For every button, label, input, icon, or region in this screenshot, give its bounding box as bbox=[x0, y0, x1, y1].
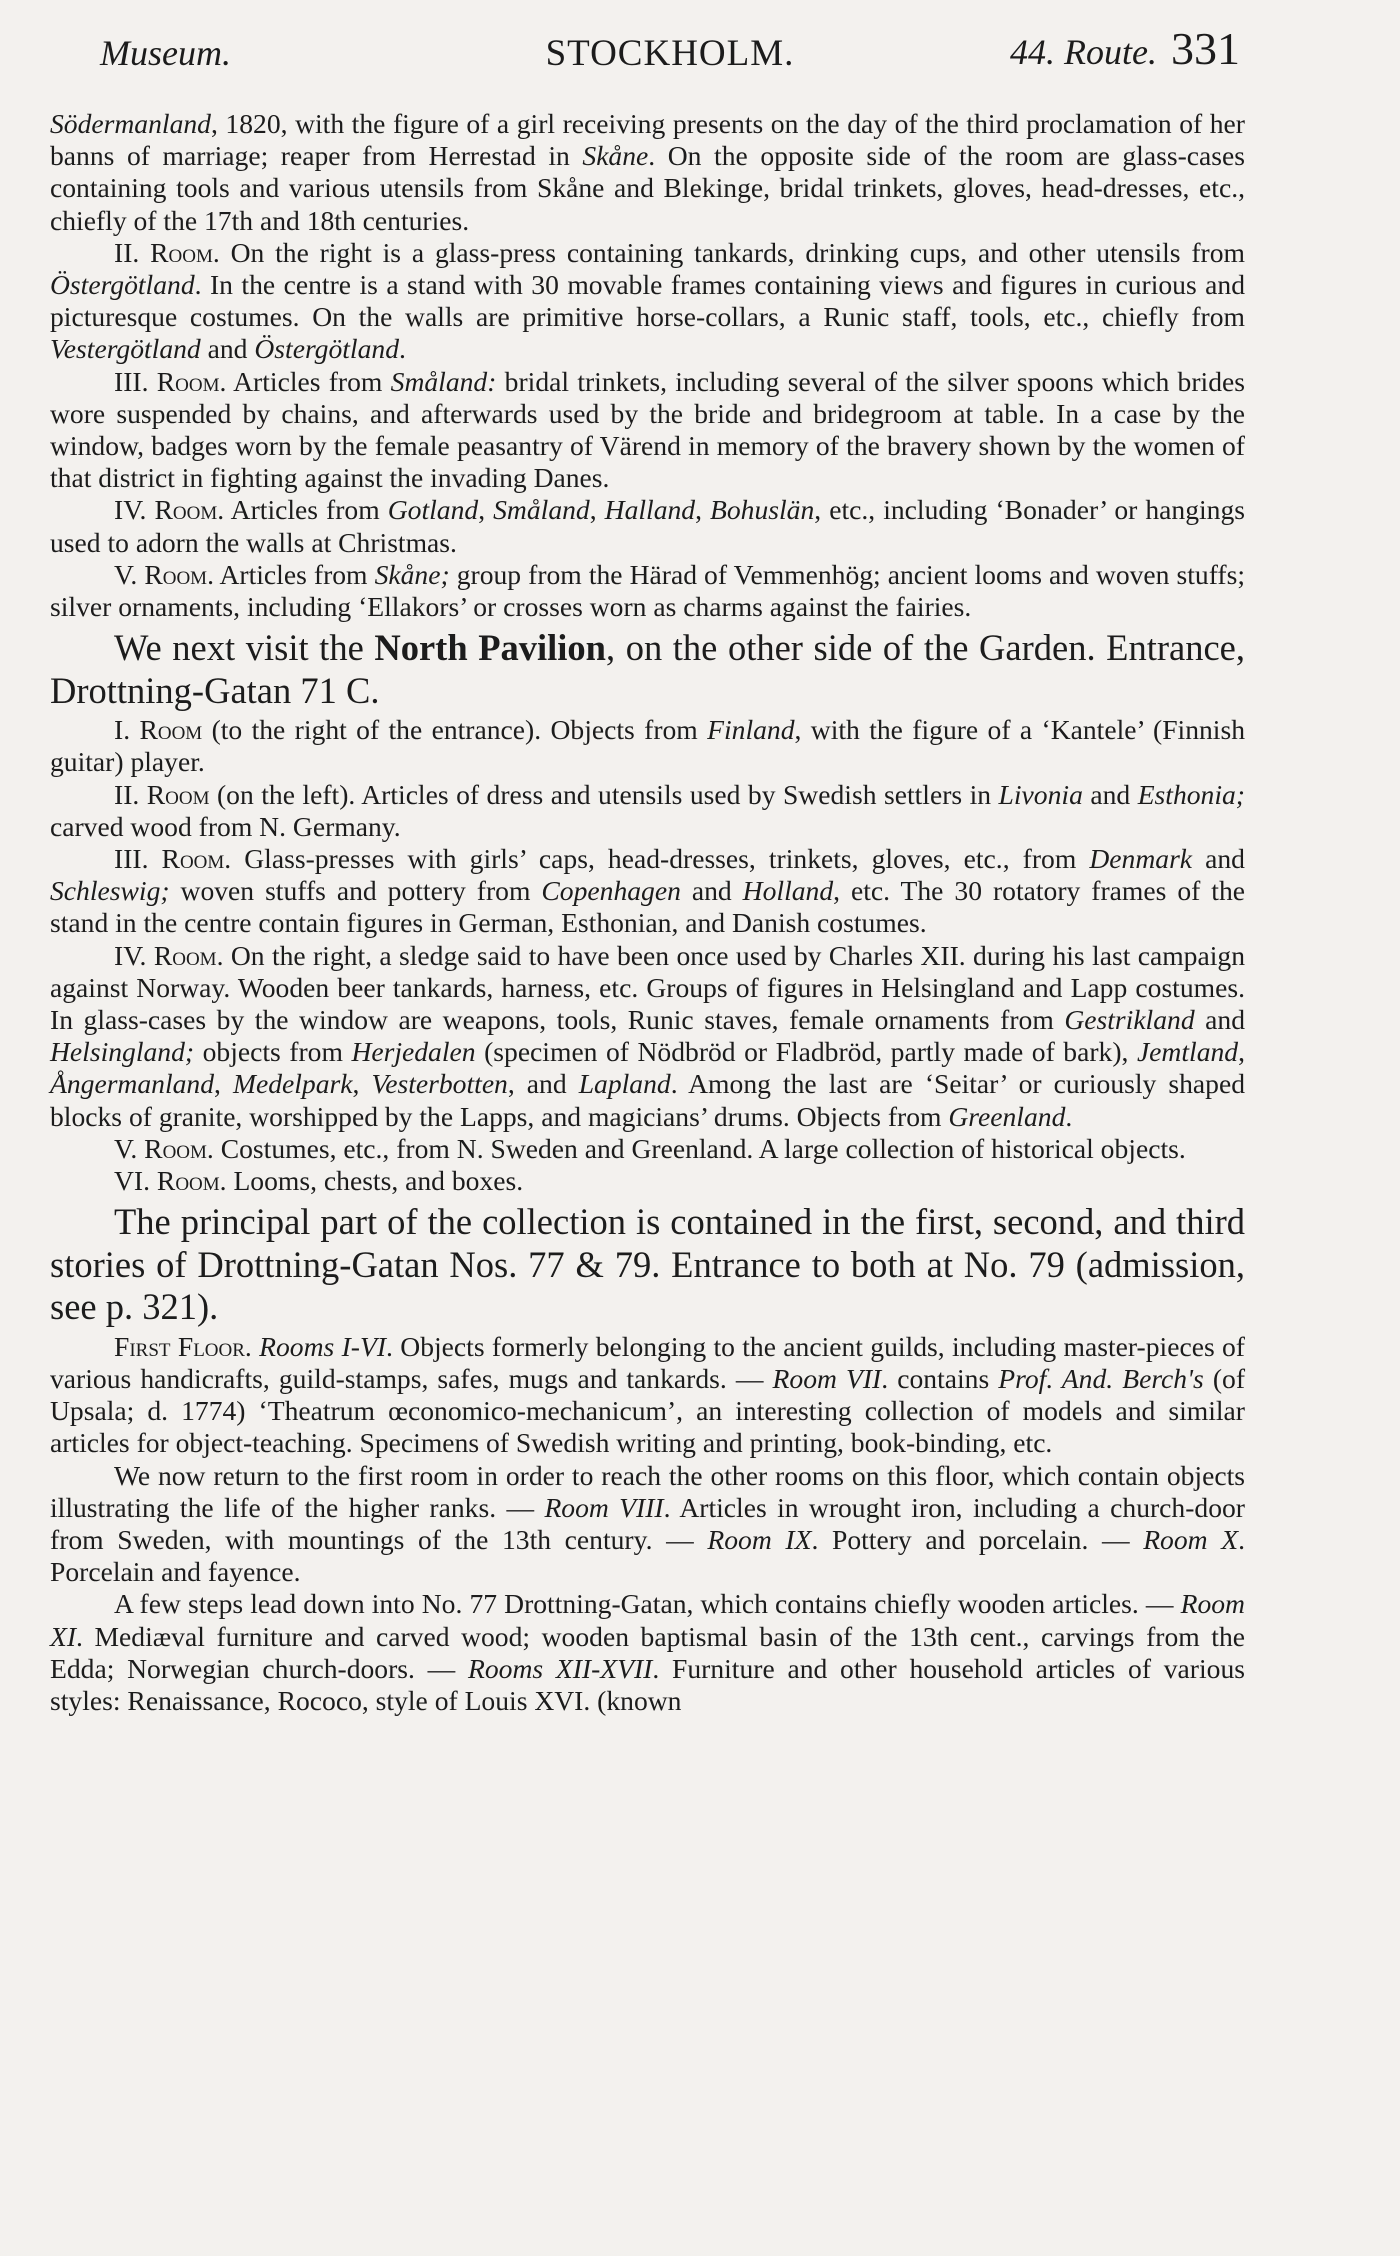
text-run: . Articles in wrought iron, including a church-door from Sweden, with mountings of the 13th century. — bbox=[50, 1491, 1245, 1556]
text-run: and bbox=[1192, 843, 1245, 875]
italic-text: Esthonia; bbox=[1137, 778, 1245, 810]
text-run: , bbox=[478, 494, 494, 526]
page-body bbox=[50, 108, 1245, 1717]
text-run: We next visit the bbox=[114, 627, 375, 669]
paragraph-1 bbox=[50, 108, 1245, 237]
text-run: . Objects formerly belonging to the ancient guilds, including master-pieces of various handicrafts, guild-stamps, safes, mugs and tankards. — bbox=[50, 1330, 1245, 1394]
text-run: and bbox=[200, 333, 255, 365]
italic-text: Gotland bbox=[387, 494, 479, 526]
smallcaps-label: I. Room bbox=[114, 714, 203, 746]
paragraph-14 bbox=[50, 1331, 1245, 1460]
smallcaps-label: IV. Room bbox=[114, 494, 218, 526]
header-right bbox=[1010, 22, 1240, 75]
italic-text: Östergötland bbox=[50, 269, 195, 301]
text-run: . On the right, a sledge said to have been once used by Charles XII. during his last campaign against Norway. Wooden beer tankards, harness, etc. Groups of figures in Helsingland and Lapp costumes. In glass-cases by the window are weapons, tools, Runic staves, female ornaments from bbox=[50, 939, 1245, 1036]
italic-text: Denmark bbox=[1089, 843, 1193, 875]
text-run: , bbox=[214, 1068, 233, 1100]
italic-text: Bohuslän bbox=[710, 494, 815, 526]
italic-text: Skåne bbox=[582, 140, 649, 172]
smallcaps-label: VI. Room bbox=[114, 1165, 220, 1197]
text-run: . Costumes, etc., from N. Sweden and Greenland. A large collection of historical objects. bbox=[206, 1132, 1186, 1164]
text-run: . Furniture and other household articles of various styles: Renaissance, Rococo, style of Louis XVI. (known bbox=[50, 1652, 1245, 1717]
italic-text: Södermanland bbox=[50, 108, 211, 139]
text-run: group from the Härad of Vemmenhög; ancient looms and woven stuffs; silver ornaments, including ‘Ellakors’ or crosses worn as charms against the fairies. bbox=[50, 558, 1245, 623]
text-run: . Mediæval furniture and carved wood; wooden baptismal basin of the 13th cent., carvings from the Edda; Norwegian church-doors. — bbox=[50, 1620, 1245, 1684]
italic-text: Copenhagen bbox=[541, 875, 681, 907]
italic-text: Medelpark bbox=[232, 1068, 353, 1100]
paragraph-8 bbox=[50, 779, 1245, 843]
bold-text: North Pavilion bbox=[374, 627, 606, 669]
paragraph-10 bbox=[50, 940, 1245, 1133]
text-run: A few steps lead down into No. 77 Drottning-Gatan, which contains chiefly wooden articles. — bbox=[114, 1588, 1181, 1620]
text-run: . contains bbox=[881, 1363, 999, 1394]
smallcaps-label: First Floor bbox=[114, 1330, 245, 1362]
italic-text: Rooms XII-XVII bbox=[468, 1652, 653, 1684]
italic-text: Holland bbox=[742, 875, 834, 907]
italic-text: Gestrikland bbox=[1064, 1004, 1195, 1036]
italic-text: Helsingland; bbox=[50, 1036, 195, 1068]
italic-text: Lapland bbox=[578, 1068, 671, 1100]
text-run: . bbox=[399, 333, 406, 365]
text-run: . bbox=[1065, 1100, 1073, 1132]
text-run: woven stuffs and pottery from bbox=[169, 875, 542, 907]
italic-text: Room IX bbox=[707, 1524, 812, 1556]
paragraph-12 bbox=[50, 1165, 1245, 1197]
text-run: (to the right of the entrance). Objects from bbox=[202, 714, 708, 746]
paragraph-13 bbox=[50, 1201, 1245, 1329]
text-run: bridal trinkets, including several of the silver spoons which brides wore suspended by chains, and afterwards used by the bride and bridegroom at table. In a case by the window, badges worn by the female peasantry of Värend in memory of the bravery shown by the women of that district in fighting against the invading Danes. bbox=[50, 365, 1245, 494]
italic-text: Room VII bbox=[772, 1363, 882, 1394]
text-run: . On the opposite side of the room are glass-cases containing tools and various utensils from Skåne and Blekinge, bridal trinkets, gloves, head-dresses, etc., chiefly of the 17th and 18th centuries. bbox=[50, 140, 1245, 236]
text-run: , 1820, with the figure of a girl receiving presents on the day of the third proclamation of her banns of marriage; reaper from Herrestad in bbox=[50, 108, 1245, 172]
text-run: . bbox=[244, 1330, 260, 1362]
paragraph-2 bbox=[50, 237, 1245, 366]
text-run: , with the figure of a ‘Kantele’ (Finnish guitar) player. bbox=[50, 714, 1246, 778]
italic-text: Skåne; bbox=[374, 558, 450, 590]
italic-text: Herjedalen bbox=[351, 1036, 476, 1068]
smallcaps-label: V. Room bbox=[114, 558, 208, 590]
text-run: . In the centre is a stand with 30 movable frames containing views and figures in curious and picturesque costumes. On the walls are primitive horse-collars, a Runic staff, tools, etc., chiefly from bbox=[50, 269, 1245, 333]
paragraph-7 bbox=[50, 714, 1245, 778]
header-center: STOCKHOLM. bbox=[545, 33, 795, 74]
text-run: carved wood from N. Germany. bbox=[50, 810, 401, 842]
italic-text: Småland bbox=[493, 494, 590, 526]
running-header bbox=[100, 22, 1240, 82]
text-run: . Looms, chests, and boxes. bbox=[219, 1165, 524, 1197]
paragraph-11 bbox=[50, 1133, 1245, 1165]
italic-text: Vesterbotten bbox=[371, 1068, 508, 1100]
smallcaps-label: III. Room bbox=[114, 843, 225, 875]
italic-text: Småland: bbox=[390, 365, 497, 397]
header-left: Museum. bbox=[100, 33, 231, 73]
text-run: (specimen of Nödbröd or Fladbröd, partly made of bark), bbox=[475, 1036, 1137, 1068]
text-run: . Pottery and porcelain. — bbox=[811, 1524, 1144, 1556]
text-run: and bbox=[1082, 778, 1138, 810]
text-run: . Glass-presses with girls’ caps, head-dresses, trinkets, gloves, etc., from bbox=[224, 843, 1090, 875]
text-run: and bbox=[680, 875, 743, 907]
paragraph-4 bbox=[50, 494, 1245, 558]
text-run: . Among the last are ‘Seitar’ or curiously shaped blocks of granite, worshipped by the Lapps, and magicians’ drums. Objects from bbox=[50, 1068, 1245, 1132]
page-number: 331 bbox=[1171, 23, 1240, 74]
italic-text: Rooms I-VI bbox=[259, 1330, 387, 1362]
text-run: objects from bbox=[194, 1036, 352, 1068]
text-run: We now return to the first room in order to reach the other rooms on this floor, which contain objects illustrating the life of the higher ranks. — bbox=[50, 1459, 1245, 1523]
italic-text: Room XI bbox=[50, 1588, 1245, 1652]
italic-text: Room X bbox=[1143, 1524, 1239, 1556]
italic-text: Östergötland bbox=[254, 333, 399, 365]
text-run: , etc., including ‘Bonader’ or hangings used to adorn the walls at Christmas. bbox=[50, 494, 1246, 558]
paragraph-5 bbox=[50, 559, 1245, 623]
italic-text: Finland bbox=[707, 714, 795, 746]
italic-text: Jemtland bbox=[1136, 1036, 1239, 1068]
text-run: and bbox=[1194, 1004, 1245, 1036]
italic-text: Greenland bbox=[948, 1100, 1066, 1132]
text-run: , bbox=[695, 494, 711, 526]
paragraph-3 bbox=[50, 366, 1245, 495]
italic-text: Prof. And. Berch's bbox=[998, 1363, 1204, 1394]
italic-text: Halland bbox=[604, 494, 696, 526]
paragraph-16 bbox=[50, 1588, 1245, 1717]
text-run: , on the other side of the Garden. Entrance, Drottning-Gatan 71 C. bbox=[50, 627, 1245, 711]
text-run: The principal part of the collection is contained in the first, second, and third stories of Drottning-Gatan Nos. 77 & 79. Entrance to both at No. 79 (admission, see p. 321). bbox=[50, 1201, 1245, 1328]
paragraph-9 bbox=[50, 843, 1245, 940]
header-route: 44. Route. bbox=[1010, 32, 1157, 72]
smallcaps-label: V. Room bbox=[114, 1132, 207, 1164]
text-run: , bbox=[352, 1068, 372, 1100]
italic-text: Schleswig; bbox=[50, 875, 170, 907]
text-run: , etc. The 30 rotatory frames of the stand in the centre contain figures in German, Esthonian, and Danish costumes. bbox=[50, 875, 1245, 939]
paragraph-6 bbox=[50, 627, 1245, 712]
text-run: (of Upsala; d. 1774) ‘Theatrum œconomico-mechanicum’, an interesting collection of models and similar articles for object-teaching. Specimens of Swedish writing and printing, book-binding, etc. bbox=[50, 1363, 1246, 1459]
smallcaps-label: II. Room bbox=[114, 236, 213, 268]
italic-text: Livonia bbox=[998, 778, 1083, 810]
text-run: , bbox=[1238, 1036, 1245, 1068]
text-run: (on the left). Articles of dress and utensils used by Swedish settlers in bbox=[209, 778, 999, 810]
text-run: . Articles from bbox=[217, 494, 388, 526]
text-run: . Articles from bbox=[207, 558, 375, 590]
italic-text: Vestergötland bbox=[50, 333, 201, 365]
italic-text: Room VIII bbox=[544, 1491, 664, 1523]
smallcaps-label: III. Room bbox=[114, 365, 220, 397]
smallcaps-label: IV. Room bbox=[114, 939, 217, 971]
italic-text: Ångermanland bbox=[50, 1068, 215, 1100]
text-run: , and bbox=[507, 1068, 579, 1100]
paragraph-15 bbox=[50, 1460, 1245, 1589]
text-run: . On the right is a glass-press containing tankards, drinking cups, and other utensils from bbox=[212, 236, 1245, 268]
text-run: . Articles from bbox=[219, 365, 391, 397]
text-run: , bbox=[589, 494, 605, 526]
text-run: . Porcelain and fayence. bbox=[50, 1524, 1245, 1588]
smallcaps-label: II. Room bbox=[114, 778, 210, 810]
